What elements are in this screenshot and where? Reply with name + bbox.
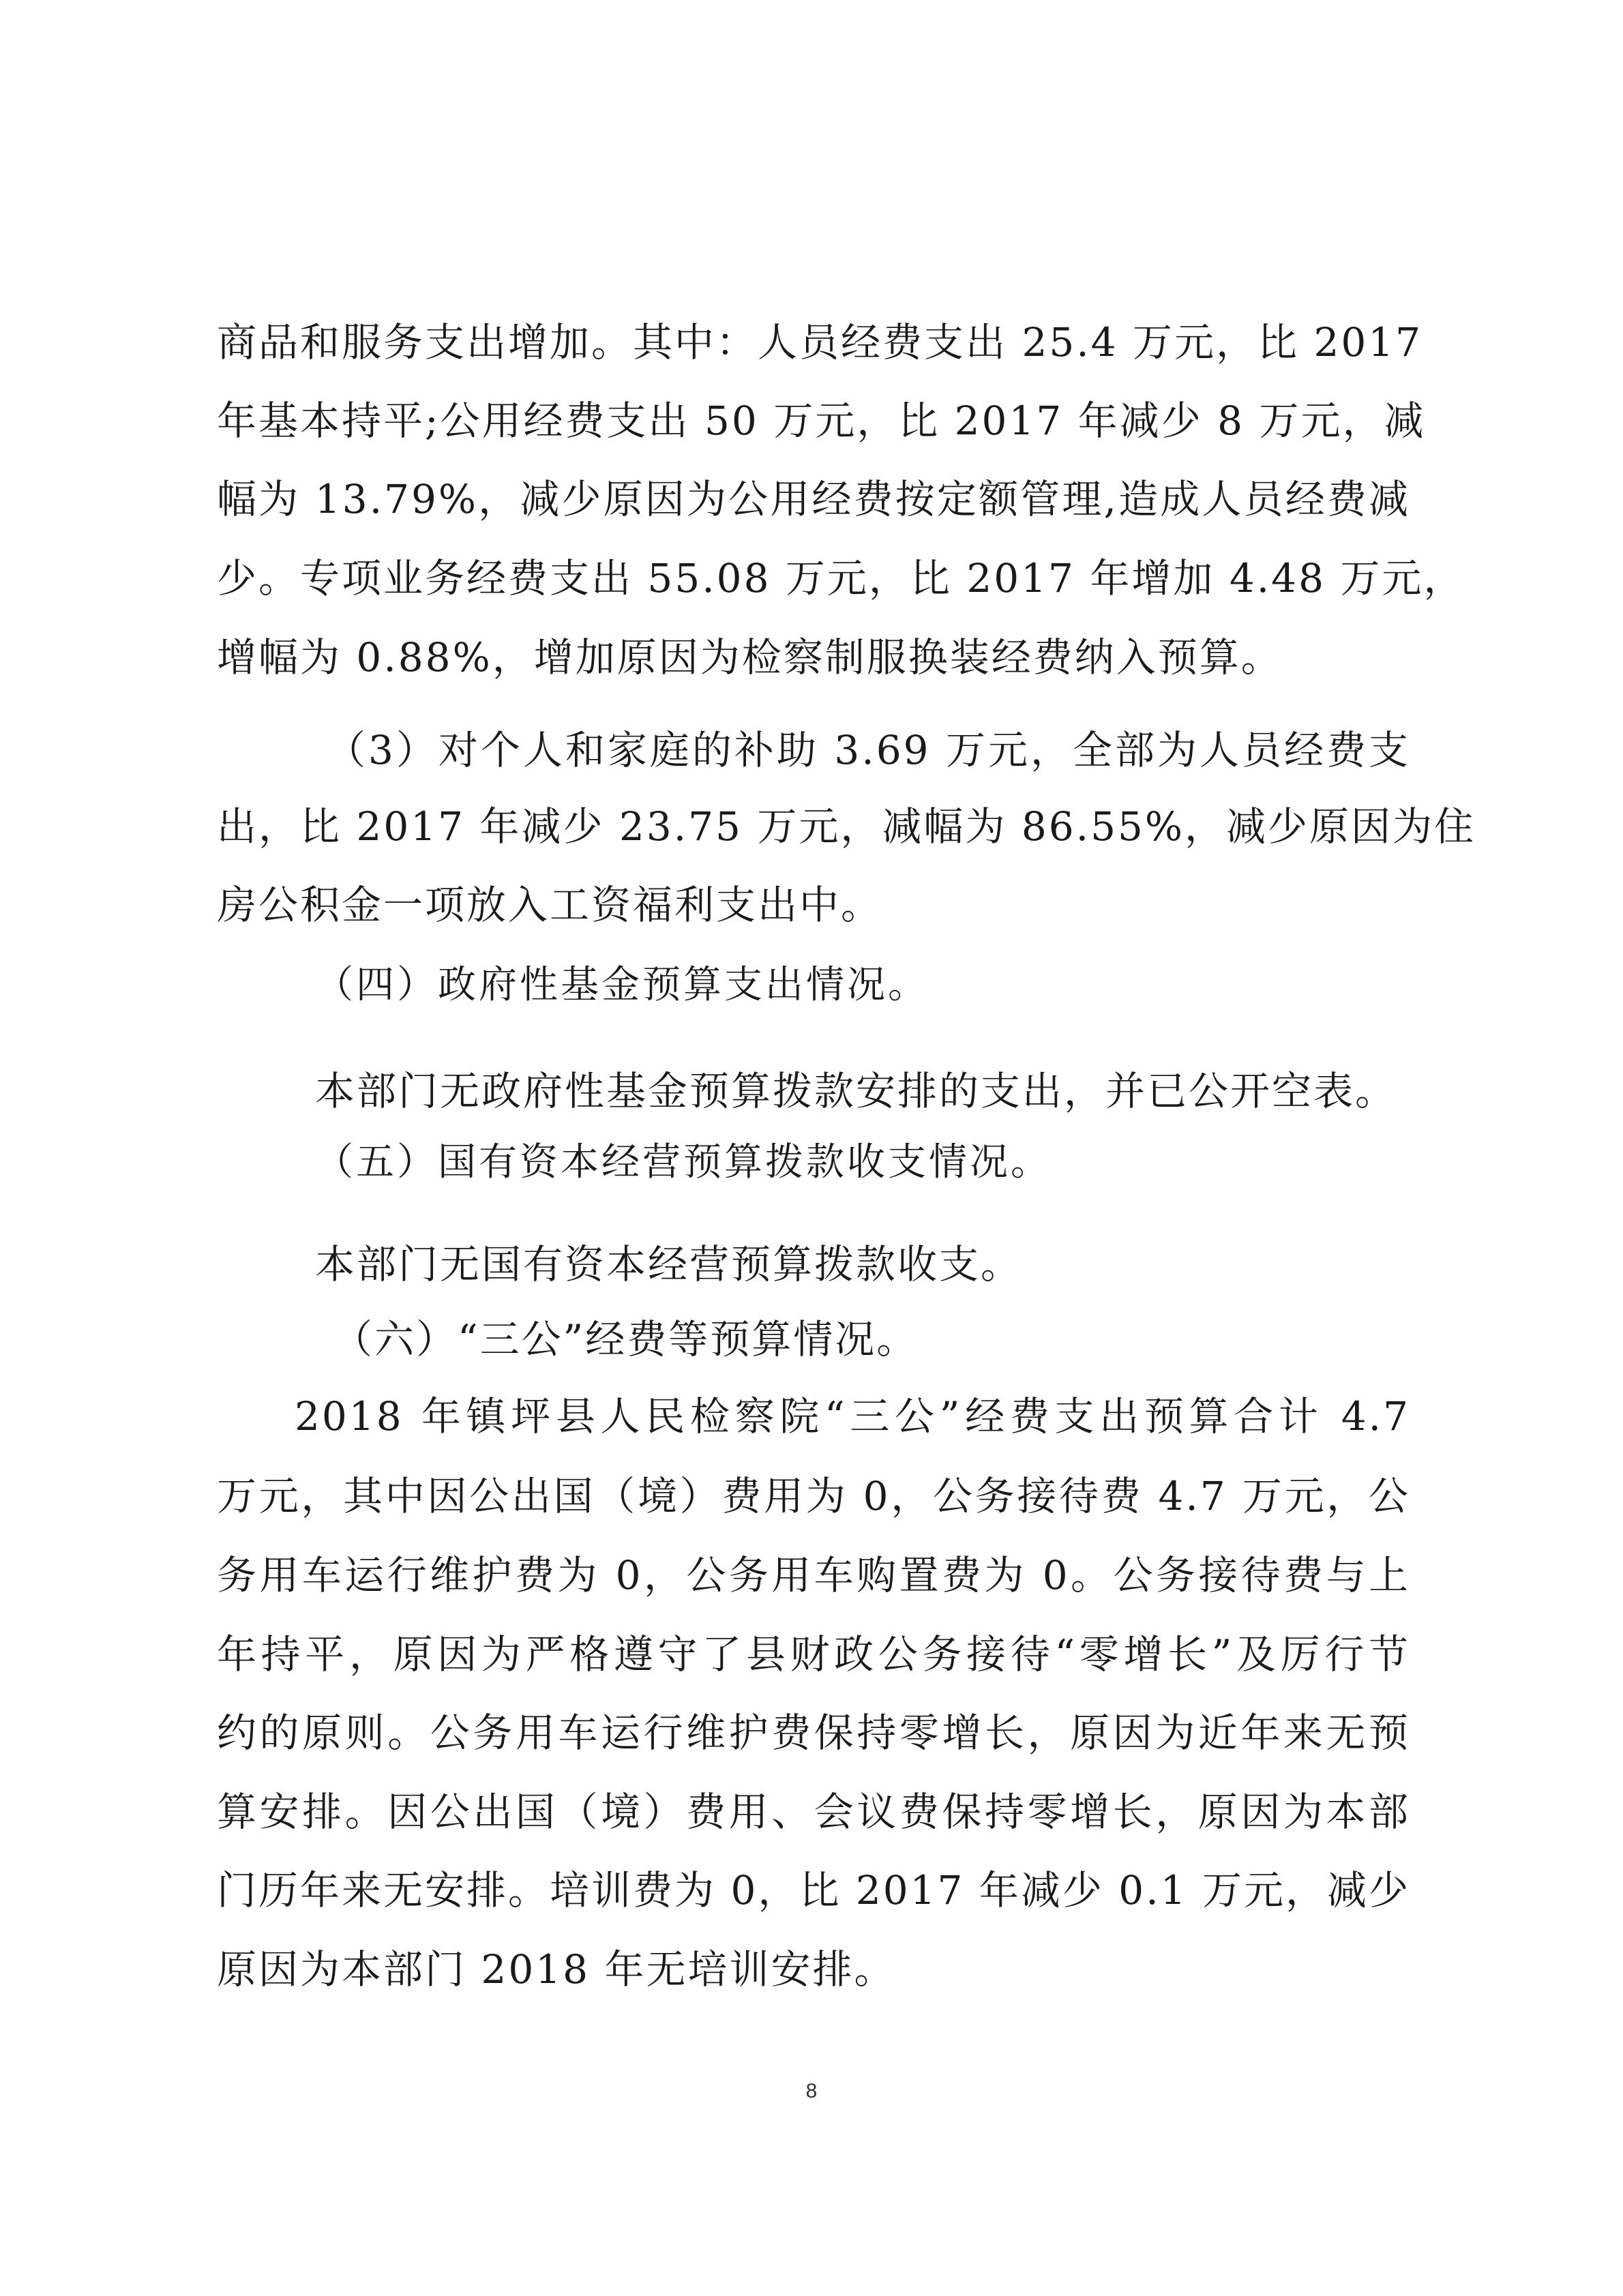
paragraph-line: 2018 年镇坪县人民检察院“三公”经费支出预算合计 4.7	[295, 1393, 1410, 1440]
section-heading: （四）政府性基金预算支出情况。	[315, 963, 929, 1007]
paragraph-line: 原因为本部门 2018 年无培训安排。	[217, 1946, 896, 1993]
paragraph-line: 务用车运行维护费为 0，公务用车购置费为 0。公务接待费与上	[217, 1552, 1410, 1598]
paragraph-line: 万元，其中因公出国（境）费用为 0，公务接待费 4.7 万元，公	[217, 1473, 1410, 1519]
paragraph-line: 约的原则。公务用车运行维护费保持零增长，原因为近年来无预	[217, 1710, 1410, 1756]
paragraph-line: 算安排。因公出国（境）费用、会议费保持零增长，原因为本部	[217, 1789, 1410, 1835]
paragraph-line: 商品和服务支出增加。其中：人员经费支出 25.4 万元，比 2017	[217, 319, 1423, 366]
paragraph-line: 房公积金一项放入工资福利支出中。	[217, 882, 883, 928]
paragraph-line: 年持平，原因为严格遵守了县财政公务接待“零增长”及厉行节	[217, 1631, 1410, 1678]
paragraph-line: 出，比 2017 年减少 23.75 万元，减幅为 86.55%，减少原因为住	[217, 803, 1476, 850]
paragraph-line: 年基本持平;公用经费支出 50 万元，比 2017 年减少 8 万元，减	[217, 398, 1426, 444]
paragraph-line: （3）对个人和家庭的补助 3.69 万元，全部为人员经费支	[326, 727, 1410, 773]
paragraph-line: 少。专项业务经费支出 55.08 万元，比 2017 年增加 4.48 万元，	[217, 555, 1465, 601]
paragraph-line: 幅为 13.79%，减少原因为公用经费按定额管理,造成人员经费减	[217, 476, 1410, 522]
paragraph-line: 本部门无政府性基金预算拨款安排的支出，并已公开空表。	[315, 1068, 1397, 1114]
paragraph-line: 门历年来无安排。培训费为 0，比 2017 年减少 0.1 万元，减少	[217, 1867, 1410, 1913]
section-heading: （五）国有资本经营预算拨款收支情况。	[315, 1140, 1052, 1184]
section-heading: （六）“三公”经费等预算情况。	[333, 1316, 919, 1362]
page-number: 8	[805, 2080, 818, 2102]
paragraph-line: 本部门无国有资本经营预算拨款收支。	[315, 1241, 1023, 1287]
paragraph-line: 增幅为 0.88%，增加原因为检察制服换装经费纳入预算。	[217, 634, 1283, 681]
